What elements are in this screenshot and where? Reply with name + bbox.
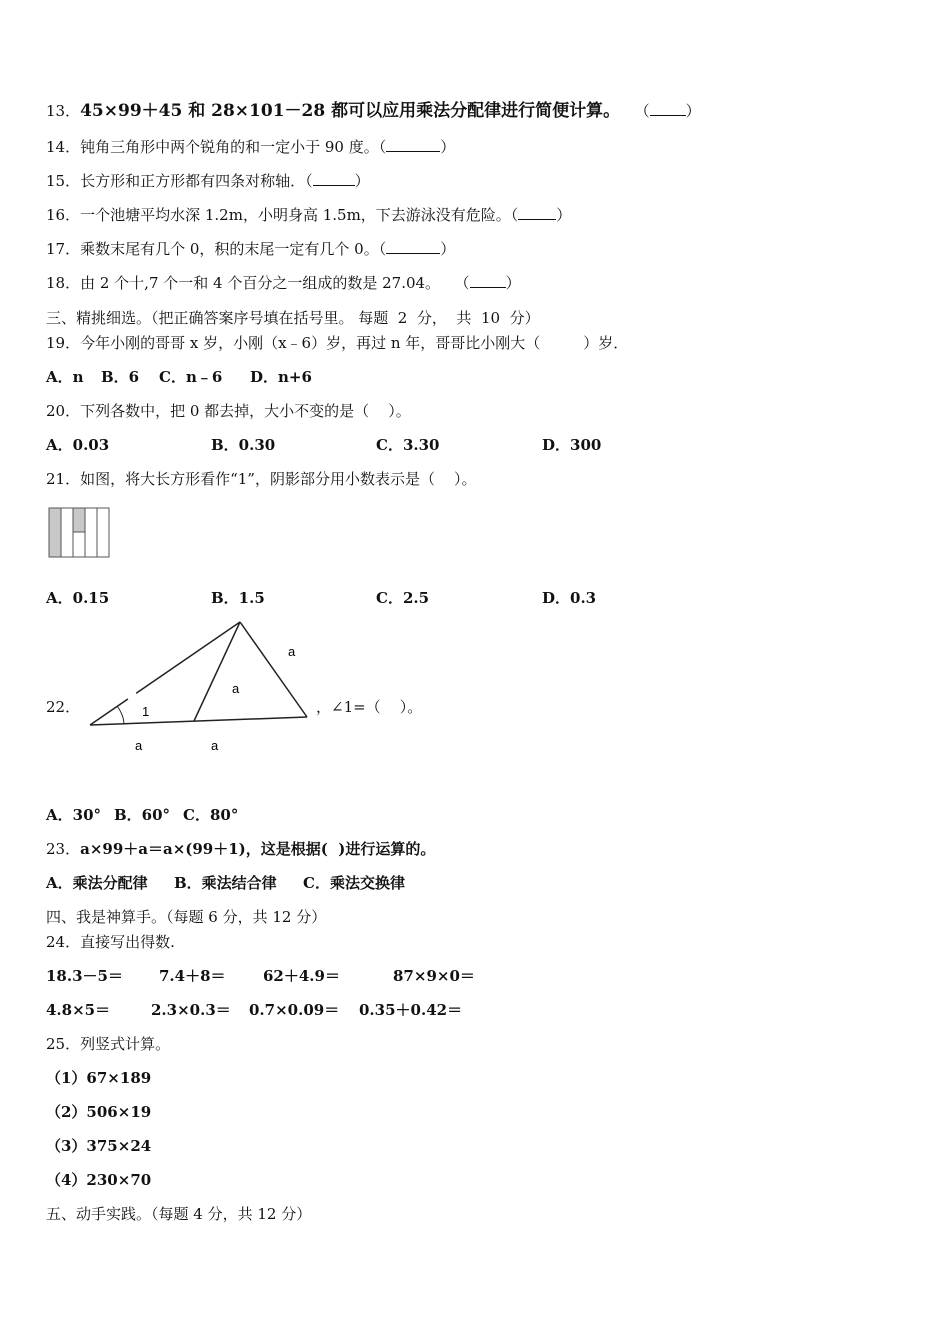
option-d[interactable]: D．300 [542, 436, 602, 454]
answer-blank[interactable] [518, 205, 556, 220]
question-number: 16． [46, 206, 81, 224]
option-c[interactable]: C．3.30 [376, 436, 440, 454]
question-14 [46, 137, 455, 157]
option-a[interactable]: A．0.03 [46, 436, 110, 454]
question-19 [46, 333, 628, 353]
option-c[interactable]: C．n﹣6 [159, 368, 223, 386]
calc-item: 2.3×0.3＝ [151, 1001, 231, 1019]
option-d[interactable]: D．n+6 [250, 368, 312, 386]
question-number: 20． [46, 402, 81, 420]
question-text: 都可以应用乘法分配律进行简便计算。 [325, 101, 621, 121]
triangle-base [90, 717, 307, 725]
question-23 [46, 839, 435, 859]
calc-item: 0.35＋0.42＝ [359, 1001, 463, 1019]
section-3-heading: 三、精挑细选。（把正确答案序号填在括号里。 每题 2 分， 共 10 分） [46, 309, 540, 327]
answer-bracket-close: ） [440, 240, 456, 258]
question-expression: 45×99＋45 和 28×101－28 [80, 101, 326, 121]
question-17 [46, 239, 455, 259]
answer-bracket-close: ） [505, 274, 521, 292]
answer-bracket-open: （ [642, 102, 650, 120]
calc-item: 4.8×5＝ [46, 1001, 111, 1019]
question-number: 15． [46, 172, 81, 190]
question-text: 由 2 个十,7 个一和 4 个百分之一组成的数是 27.04。 [80, 274, 441, 292]
calc-item: 18.3－5＝ [46, 967, 123, 985]
question-25 [46, 1034, 170, 1054]
angle-1-arc [117, 706, 124, 723]
option-c[interactable]: C．80° [183, 806, 239, 824]
option-a[interactable]: A．0.15 [46, 589, 110, 607]
triangle-left-side [90, 622, 240, 725]
vertical-calc-item: （4）230×70 [46, 1171, 152, 1189]
base-label-left: a [135, 738, 143, 753]
triangle-right-side [240, 622, 307, 717]
answer-bracket-close: ） [556, 206, 572, 224]
question-text: 下列各数中，把 0 都去掉，大小不变的是（ ）。 [80, 402, 411, 420]
base-label-right: a [211, 738, 219, 753]
question-22-number: 22． [46, 698, 81, 716]
question-16 [46, 205, 571, 225]
option-b[interactable]: B．0.30 [211, 436, 276, 454]
side-label-right: a [288, 644, 296, 659]
question-text: 钝角三角形中两个锐角的和一定小于 90 度。（ [80, 138, 387, 156]
option-a[interactable]: A．乘法分配律 [46, 874, 148, 892]
vertical-calc-item: （1）67×189 [46, 1069, 152, 1087]
answer-blank[interactable] [386, 137, 440, 152]
question-number: 18． [46, 274, 81, 292]
question-13 [46, 101, 701, 121]
question-text: 长方形和正方形都有四条对称轴．（ [80, 172, 313, 190]
option-b[interactable]: B．1.5 [211, 589, 265, 607]
vertical-calc-item: （2）506×19 [46, 1103, 152, 1121]
question-text: 今年小刚的哥哥 x 岁，小刚（x﹣6）岁，再过 n 年，哥哥比小刚大（ ）岁． [80, 334, 629, 352]
question-15 [46, 171, 370, 191]
vertical-calc-item: （3）375×24 [46, 1137, 152, 1155]
question-text: a×99＋a＝a×(99＋1)，这是根据( )进行运算的。 [80, 840, 436, 858]
question-24 [46, 932, 175, 952]
question-number: 13． [46, 102, 81, 120]
option-d[interactable]: D．0.3 [542, 589, 597, 607]
rectangle-figure [48, 507, 112, 559]
question-number: 24． [46, 933, 81, 951]
option-b[interactable]: B．60° [114, 806, 171, 824]
option-c[interactable]: C．2.5 [376, 589, 430, 607]
calc-item: 87×9×0＝ [393, 967, 475, 985]
question-20 [46, 401, 411, 421]
question-number: 14． [46, 138, 81, 156]
side-label-mid: a [232, 681, 240, 696]
question-number: 23． [46, 840, 81, 858]
question-number: 25． [46, 1035, 81, 1053]
triangle-median [194, 622, 240, 721]
shaded-half-column [73, 508, 85, 532]
answer-bracket-close: ） [685, 102, 701, 120]
question-22-text: ，∠1=（ ）。 [316, 698, 423, 716]
answer-bracket-open: （ [462, 274, 470, 292]
question-text: 乘数末尾有几个 0，积的末尾一定有几个 0。（ [80, 240, 387, 258]
angle-1-label: 1 [142, 704, 150, 719]
question-text: 一个池塘平均水深 1.2m，小明身高 1.5m，下去游泳没有危险。（ [80, 206, 519, 224]
option-a[interactable]: A．30° [46, 806, 102, 824]
question-21 [46, 469, 477, 489]
question-number: 19． [46, 334, 81, 352]
answer-blank[interactable] [470, 273, 506, 288]
calc-item: 62＋4.9＝ [263, 967, 340, 985]
question-18 [46, 273, 521, 293]
question-number: 21． [46, 470, 81, 488]
question-number: 17． [46, 240, 81, 258]
option-a[interactable]: A．n [46, 368, 84, 386]
answer-bracket-close: ） [440, 138, 456, 156]
option-c[interactable]: C．乘法交换律 [303, 874, 405, 892]
answer-blank[interactable] [313, 171, 355, 186]
section-5-heading: 五、动手实践。（每题 4 分，共 12 分） [46, 1205, 312, 1223]
calc-item: 0.7×0.09＝ [249, 1001, 340, 1019]
answer-bracket-close: ） [354, 172, 370, 190]
section-4-heading: 四、我是神算手。（每题 6 分，共 12 分） [46, 908, 327, 926]
question-text: 列竖式计算。 [80, 1035, 171, 1053]
triangle-figure [80, 612, 320, 762]
answer-blank[interactable] [650, 101, 686, 116]
answer-blank[interactable] [386, 239, 440, 254]
question-text: 如图，将大长方形看作“1”，阴影部分用小数表示是（ ）。 [80, 470, 477, 488]
option-b[interactable]: B．6 [101, 368, 140, 386]
shaded-column [49, 508, 61, 557]
calc-item: 7.4＋8＝ [159, 967, 226, 985]
option-b[interactable]: B．乘法结合律 [174, 874, 277, 892]
question-text: 直接写出得数. [80, 933, 175, 951]
